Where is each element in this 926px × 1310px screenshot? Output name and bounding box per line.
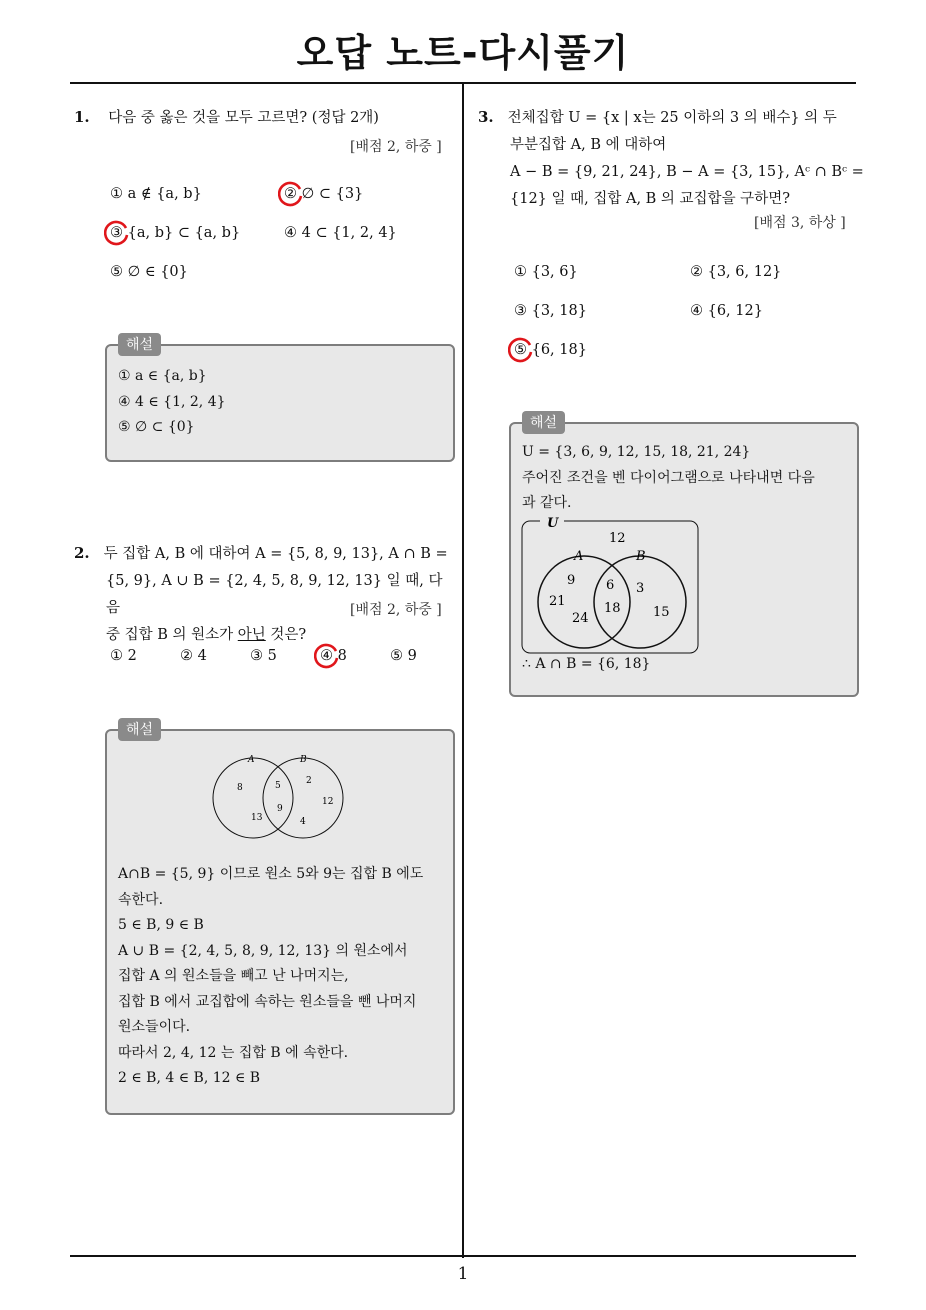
- venn-element: 2: [306, 776, 312, 786]
- footer-divider: [70, 1255, 856, 1257]
- question-meta: [배점 2, 하중 ]: [350, 602, 442, 618]
- choice-4[interactable]: ④ 4 ⊂ {1, 2, 4}: [284, 225, 397, 241]
- set-b-label: B: [636, 549, 646, 564]
- venn-element: 12: [609, 531, 626, 546]
- question-2: 2. 두 집합 A, B 에 대하여 A = {5, 8, 9, 13}, A ∩ B = {5, 9}, A ∪ B = {2, 4, 5, 8, 9, 12, 13} 일 때, 다음 중 집합 B 의 원소가 아닌 것은?: [74, 544, 448, 643]
- choice-4[interactable]: ④ 8: [320, 648, 347, 664]
- page-number: 1: [457, 1264, 469, 1284]
- venn-element: 6: [606, 578, 615, 593]
- venn-element: 3: [636, 581, 645, 596]
- solution-conclusion: ∴ A ∩ B = {6, 18}: [522, 656, 651, 672]
- solution-tag: 해설: [118, 333, 161, 356]
- solution-text: U = {3, 6, 9, 12, 15, 18, 21, 24} 주어진 조건을 벤 다이어그램으로 나타내면 다음 과 같다.: [522, 444, 815, 511]
- choice-3[interactable]: ③ 5: [250, 648, 277, 664]
- column-divider: [462, 83, 464, 1258]
- choice-1[interactable]: ① a ∉ {a, b}: [110, 186, 202, 202]
- choice-5[interactable]: ⑤ 9: [390, 648, 417, 664]
- venn-element: 15: [653, 605, 670, 620]
- question-number: 2.: [74, 544, 90, 562]
- venn-element: 9: [567, 573, 576, 588]
- question-number: 1.: [74, 108, 90, 126]
- question-text: 다음 중 옳은 것을 모두 고르면? (정답 2개): [108, 110, 379, 126]
- choice-1[interactable]: ① 2: [110, 648, 137, 664]
- solution-text: ① a ∈ {a, b} ④ 4 ∈ {1, 2, 4} ⑤ ∅ ⊂ {0}: [118, 368, 226, 435]
- venn-element: 21: [549, 594, 566, 609]
- choice-2[interactable]: ② ∅ ⊂ {3}: [284, 186, 363, 202]
- choice-5[interactable]: ⑤ ∅ ∈ {0}: [110, 264, 188, 280]
- page-title: 오답 노트-다시풀기: [296, 31, 630, 75]
- venn-element: 13: [251, 813, 263, 823]
- set-b-label: B: [300, 755, 307, 765]
- venn-element: 18: [604, 601, 621, 616]
- question-number: 3.: [478, 108, 494, 126]
- venn-element: 5: [275, 781, 281, 791]
- red-circle-mark-icon: [314, 643, 340, 669]
- solution-text: A∩B = {5, 9} 이므로 원소 5와 9는 집합 B 에도 속한다. 5 ∈ B, 9 ∈ B A ∪ B = {2, 4, 5, 8, 9, 12, 13} 의 원소에서 집합 A 의 원소들을 빼고 난 나머지는, 집합 B 에서 교집합에 속하는 원소들을 뺀 나머지 원소들이다. 따라서 2, 4, 12 는 집합 B 에 속한다. 2 ∈ B, 4 ∈ B, 12 ∈ B: [118, 866, 424, 1086]
- choice-4[interactable]: ④ {6, 12}: [690, 303, 763, 319]
- choice-2[interactable]: ② {3, 6, 12}: [690, 264, 782, 280]
- choice-2[interactable]: ② 4: [180, 648, 207, 664]
- red-circle-mark-icon: [508, 337, 534, 363]
- red-circle-mark-icon: [278, 181, 304, 207]
- choice-3[interactable]: ③ {3, 18}: [514, 303, 587, 319]
- set-a-label: A: [574, 549, 584, 564]
- set-a-label: A: [248, 755, 255, 765]
- venn-diagram: [205, 750, 355, 842]
- question-meta: [배점 2, 하중 ]: [350, 139, 442, 155]
- choice-1[interactable]: ① {3, 6}: [514, 264, 578, 280]
- venn-element: 24: [572, 611, 589, 626]
- venn-diagram: [518, 512, 704, 658]
- question-3: 3. 전체집합 U = {x | x는 25 이하의 3 의 배수} 의 두 부분집합 A, B 에 대하여 A − B = {9, 21, 24}, B − A = {3, 15}, Aᶜ ∩ Bᶜ = {12} 일 때, 집합 A, B 의 교집합을 구하면?: [478, 108, 864, 207]
- universe-label: U: [547, 516, 559, 531]
- red-circle-mark-icon: [104, 220, 130, 246]
- choice-5[interactable]: ⑤ {6, 18}: [514, 342, 587, 358]
- venn-element: 4: [300, 817, 306, 827]
- choice-3[interactable]: ③ {a, b} ⊂ {a, b}: [110, 225, 240, 241]
- set-a-circle: [213, 758, 293, 838]
- venn-element: 12: [322, 797, 334, 807]
- venn-element: 8: [237, 783, 243, 793]
- question-1: [74, 104, 379, 132]
- question-meta: [배점 3, 하상 ]: [754, 215, 846, 231]
- venn-element: 9: [277, 804, 283, 814]
- solution-tag: 해설: [118, 718, 161, 741]
- solution-tag: 해설: [522, 411, 565, 434]
